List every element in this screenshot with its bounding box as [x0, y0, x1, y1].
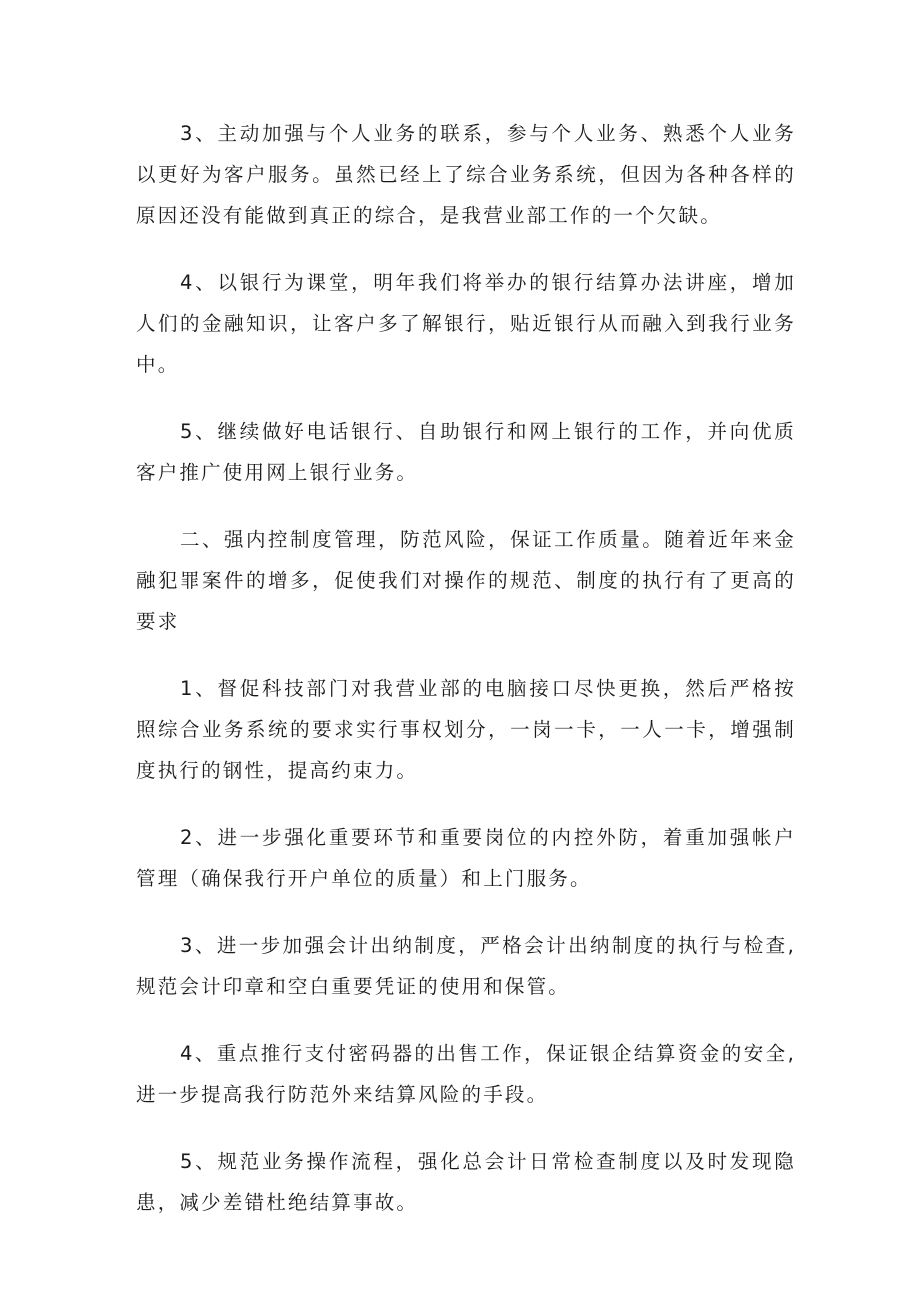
paragraph-cashier-system: 3、进一步加强会计出纳制度，严格会计出纳制度的执行与检查,规范会计印章和空白重要凭证的使用和保管。 [136, 934, 796, 998]
paragraph-e-banking: 5、继续做好电话银行、自助银行和网上银行的工作，并向优质客户推广使用网上银行业务。 [136, 420, 796, 484]
paragraph-section-internal-control: 二、强内控制度管理，防范风险，保证工作质量。随着近年来金融犯罪案件的增多，促使我们对操作的规范、制度的执行有了更高的要求 [136, 528, 796, 633]
paragraph-tech-interface: 1、督促科技部门对我营业部的电脑接口尽快更换，然后严格按照综合业务系统的要求实行事权划分，一岗一卡，一人一卡，增强制度执行的钢性，提高约束力。 [136, 677, 796, 782]
paragraph-payment-password: 4、重点推行支付密码器的出售工作，保证银企结算资金的安全,进一步提高我行防范外来结算风险的手段。 [136, 1042, 796, 1106]
paragraph-bank-classroom: 4、以银行为课堂，明年我们将举办的银行结算办法讲座，增加人们的金融知识，让客户多了解银行，贴近银行从而融入到我行业务中。 [136, 271, 796, 376]
paragraph-personal-business: 3、主动加强与个人业务的联系，参与个人业务、熟悉个人业务以更好为客户服务。虽然已经上了综合业务系统，但因为各种各样的原因还没有能做到真正的综合，是我营业部工作的一个欠缺。 [136, 122, 796, 227]
paragraph-business-process: 5、规范业务操作流程，强化总会计日常检查制度以及时发现隐患，减少差错杜绝结算事故。 [136, 1150, 796, 1214]
document-body [136, 113, 796, 1249]
paragraph-key-positions: 2、进一步强化重要环节和重要岗位的内控外防，着重加强帐户管理（确保我行开户单位的质量）和上门服务。 [136, 826, 796, 890]
